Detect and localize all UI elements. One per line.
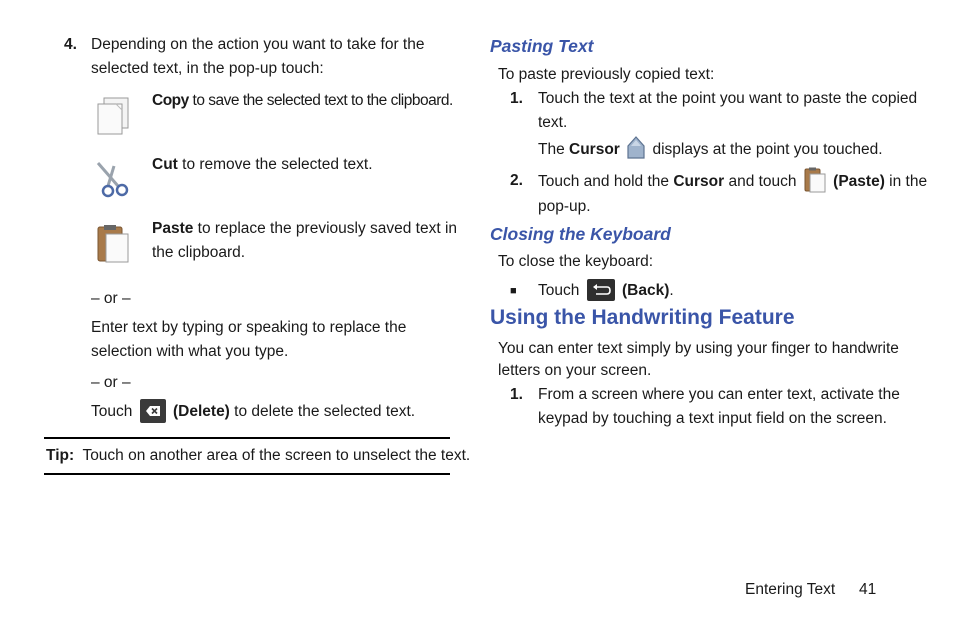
touch-word: Touch	[538, 282, 580, 299]
step-number: 4.	[64, 36, 77, 53]
cut-text: to remove the selected text.	[177, 156, 373, 173]
cursor-note	[538, 138, 883, 162]
tip-text: Touch on another area of the screen to unselect the text.	[82, 447, 471, 464]
handwriting-step1-line2: keypad by touching a text input field on the screen.	[538, 410, 887, 427]
cursor-icon	[626, 136, 646, 160]
paste-step1-line1: Touch the text at the point you want to paste the copied	[538, 90, 918, 107]
copy-text: to save the selected text to the clipboard.	[188, 92, 453, 109]
handwriting-intro	[498, 337, 899, 383]
enter-line2: selection with what you type.	[91, 343, 289, 360]
paste-step2-pre: Touch and hold the	[538, 173, 674, 191]
bullet-icon: ■	[510, 285, 517, 297]
paste-label-inline: (Paste)	[833, 173, 885, 191]
handwriting-intro-line1: You can enter text simply by using your finger to handwrite	[498, 340, 899, 357]
cursor-the: The	[538, 141, 570, 159]
tip-top-rule	[44, 437, 450, 439]
paste-icon	[804, 167, 826, 193]
enter-text-paragraph	[91, 316, 406, 364]
step4-text	[91, 33, 424, 81]
closing-keyboard-heading: Closing the Keyboard	[490, 224, 671, 244]
or-separator: – or –	[91, 290, 131, 307]
cursor-label: Cursor	[569, 141, 620, 159]
handwriting-step1	[538, 383, 900, 431]
back-label: (Back)	[622, 282, 670, 299]
copy-label: Copy	[152, 92, 189, 109]
touch-word: Touch	[91, 403, 133, 421]
step-number: 1.	[510, 386, 523, 403]
cut-label: Cut	[152, 156, 178, 173]
cut-description	[152, 153, 373, 177]
delete-instruction	[91, 400, 415, 424]
step-number: 1.	[510, 90, 523, 107]
copy-icon	[96, 96, 132, 136]
enter-line1: Enter text by typing or speaking to replace the	[91, 319, 407, 336]
delete-text: to delete the selected text.	[229, 403, 416, 421]
paste-step2	[538, 169, 927, 219]
paste-description	[152, 217, 457, 265]
or-separator: – or –	[91, 374, 131, 391]
step-number: 2.	[510, 172, 523, 189]
closing-intro: To close the keyboard:	[498, 253, 654, 270]
back-post: .	[669, 282, 674, 299]
delete-label: (Delete)	[173, 403, 230, 421]
delete-key-icon	[140, 399, 166, 423]
paste-step1-line2: text.	[538, 114, 568, 131]
paste-step2-cursor: Cursor	[673, 173, 725, 191]
scissors-icon	[94, 160, 132, 200]
back-instruction	[538, 279, 674, 303]
tip-bottom-rule	[44, 473, 450, 475]
paste-step2-mid: and touch	[724, 173, 797, 191]
paste-step2-post: in the	[884, 173, 928, 191]
paste-step1	[538, 87, 917, 135]
handwriting-heading: Using the Handwriting Feature	[490, 306, 795, 329]
footer-section-title: Entering Text	[745, 581, 836, 598]
paste-icon	[96, 224, 132, 264]
paste-label: Paste	[152, 220, 194, 237]
tip-label: Tip:	[46, 447, 75, 464]
paste-text-line1: to replace the previously saved text in	[193, 220, 458, 237]
handwriting-step1-line1: From a screen where you can enter text, activate the	[538, 386, 900, 403]
tip	[46, 444, 470, 468]
cursor-text: displays at the point you touched.	[652, 141, 883, 159]
handwriting-intro-line2: letters on your screen.	[498, 362, 652, 379]
back-key-icon	[587, 279, 615, 301]
pasting-text-heading: Pasting Text	[490, 36, 594, 56]
paste-text-line2: the clipboard.	[152, 244, 246, 261]
copy-description	[152, 89, 453, 113]
step4-line1: Depending on the action you want to take for the	[91, 36, 425, 53]
paste-step2-line2: pop-up.	[538, 198, 591, 215]
step4-line2: selected text, in the pop-up touch:	[91, 60, 324, 77]
pasting-intro: To paste previously copied text:	[498, 66, 715, 83]
page-number: 41	[859, 581, 877, 598]
